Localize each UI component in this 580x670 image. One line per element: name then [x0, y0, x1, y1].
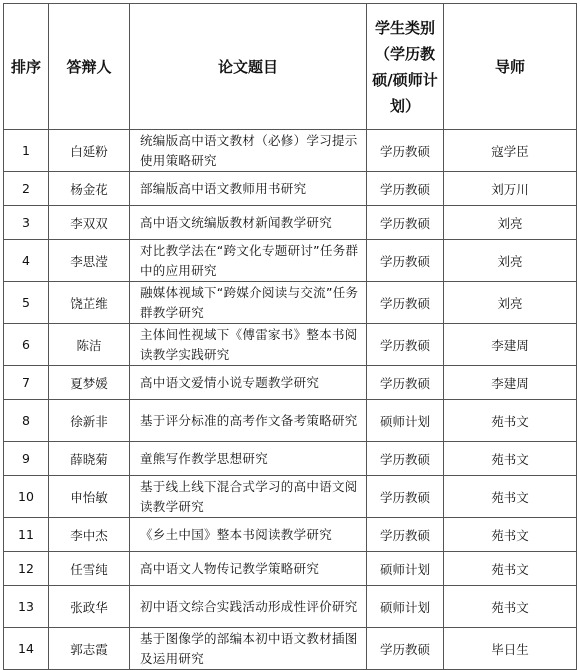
- header-category-line: 划）: [389, 96, 420, 115]
- table-row: [4, 476, 577, 518]
- cell-defender: 申怡敏: [49, 476, 130, 518]
- cell-category: 学历教硕: [367, 366, 444, 400]
- cell-advisor: 刘亮: [444, 206, 577, 240]
- cell-title: 高中语文统编版教材新闻教学研究: [130, 206, 367, 240]
- cell-rank: 9: [4, 442, 49, 476]
- table-row: [4, 324, 577, 366]
- cell-category: 学历教硕: [367, 628, 444, 670]
- cell-category: 学历教硕: [367, 130, 444, 172]
- cell-advisor: 刘万川: [444, 172, 577, 206]
- table-row: [4, 206, 577, 240]
- cell-title: 高中语文爱情小说专题教学研究: [130, 366, 367, 400]
- cell-title: 对比教学法在“跨文化专题研讨”任务群中的应用研究: [130, 240, 367, 282]
- table-row: [4, 628, 577, 670]
- table-row: [4, 366, 577, 400]
- table-row: [4, 442, 577, 476]
- cell-rank: 8: [4, 400, 49, 442]
- cell-category: 学历教硕: [367, 518, 444, 552]
- table-row: [4, 172, 577, 206]
- cell-defender: 李思滢: [49, 240, 130, 282]
- cell-category: 学历教硕: [367, 206, 444, 240]
- table-row: [4, 240, 577, 282]
- table-row: [4, 282, 577, 324]
- cell-advisor: 李建周: [444, 366, 577, 400]
- cell-advisor: 苑书文: [444, 442, 577, 476]
- cell-category: 学历教硕: [367, 442, 444, 476]
- cell-defender: 李双双: [49, 206, 130, 240]
- cell-category: 硕师计划: [367, 552, 444, 586]
- table-row: [4, 518, 577, 552]
- cell-advisor: 刘亮: [444, 282, 577, 324]
- cell-rank: 6: [4, 324, 49, 366]
- cell-title: 初中语文综合实践活动形成性评价研究: [130, 586, 367, 628]
- cell-title: 融媒体视域下“跨媒介阅读与交流”任务群教学研究: [130, 282, 367, 324]
- cell-title: 基于线上线下混合式学习的高中语文阅读教学研究: [130, 476, 367, 518]
- cell-rank: 13: [4, 586, 49, 628]
- header-rank: 排序: [4, 4, 49, 130]
- cell-defender: 杨金花: [49, 172, 130, 206]
- cell-advisor: 苑书文: [444, 518, 577, 552]
- cell-category: 学历教硕: [367, 282, 444, 324]
- cell-rank: 7: [4, 366, 49, 400]
- cell-title: 基于评分标准的高考作文备考策略研究: [130, 400, 367, 442]
- cell-category: 硕师计划: [367, 400, 444, 442]
- cell-defender: 夏梦媛: [49, 366, 130, 400]
- cell-title: 童熊写作教学思想研究: [130, 442, 367, 476]
- cell-defender: 徐新非: [49, 400, 130, 442]
- cell-advisor: 李建周: [444, 324, 577, 366]
- header-category-line: 硕/硕师计: [372, 70, 438, 89]
- cell-rank: 12: [4, 552, 49, 586]
- cell-title: 高中语文人物传记教学策略研究: [130, 552, 367, 586]
- cell-defender: 白延粉: [49, 130, 130, 172]
- cell-advisor: 毕日生: [444, 628, 577, 670]
- cell-advisor: 苑书文: [444, 476, 577, 518]
- cell-rank: 1: [4, 130, 49, 172]
- table-row: [4, 552, 577, 586]
- cell-rank: 10: [4, 476, 49, 518]
- cell-advisor: 苑书文: [444, 552, 577, 586]
- cell-title: 主体间性视域下《傅雷家书》整本书阅读教学实践研究: [130, 324, 367, 366]
- cell-rank: 2: [4, 172, 49, 206]
- cell-advisor: 寇学臣: [444, 130, 577, 172]
- cell-title: 部编版高中语文教师用书研究: [130, 172, 367, 206]
- cell-rank: 5: [4, 282, 49, 324]
- header-category-line: （学历教: [374, 44, 435, 63]
- cell-defender: 陈洁: [49, 324, 130, 366]
- thesis-defense-table: [3, 3, 577, 670]
- header-title: 论文题目: [130, 4, 367, 130]
- cell-defender: 李中杰: [49, 518, 130, 552]
- cell-defender: 薛晓菊: [49, 442, 130, 476]
- cell-advisor: 刘亮: [444, 240, 577, 282]
- cell-category: 硕师计划: [367, 586, 444, 628]
- cell-defender: 任雪纯: [49, 552, 130, 586]
- header-category: [367, 4, 444, 130]
- header-category-line: 学生类别: [374, 18, 435, 37]
- header-advisor: 导师: [444, 4, 577, 130]
- cell-category: 学历教硕: [367, 324, 444, 366]
- cell-title: 统编版高中语文教材（必修）学习提示使用策略研究: [130, 130, 367, 172]
- cell-rank: 3: [4, 206, 49, 240]
- cell-defender: 饶芷维: [49, 282, 130, 324]
- header-defender: 答辩人: [49, 4, 130, 130]
- cell-rank: 11: [4, 518, 49, 552]
- cell-category: 学历教硕: [367, 172, 444, 206]
- cell-rank: 4: [4, 240, 49, 282]
- cell-title: 基于图像学的部编本初中语文教材插图及运用研究: [130, 628, 367, 670]
- cell-defender: 张政华: [49, 586, 130, 628]
- table-row: [4, 586, 577, 628]
- cell-title: 《乡土中国》整本书阅读教学研究: [130, 518, 367, 552]
- cell-advisor: 苑书文: [444, 400, 577, 442]
- cell-rank: 14: [4, 628, 49, 670]
- table-header-row: [4, 4, 577, 130]
- table-row: [4, 400, 577, 442]
- cell-defender: 郭志霞: [49, 628, 130, 670]
- cell-category: 学历教硕: [367, 476, 444, 518]
- cell-category: 学历教硕: [367, 240, 444, 282]
- table-row: [4, 130, 577, 172]
- cell-advisor: 苑书文: [444, 586, 577, 628]
